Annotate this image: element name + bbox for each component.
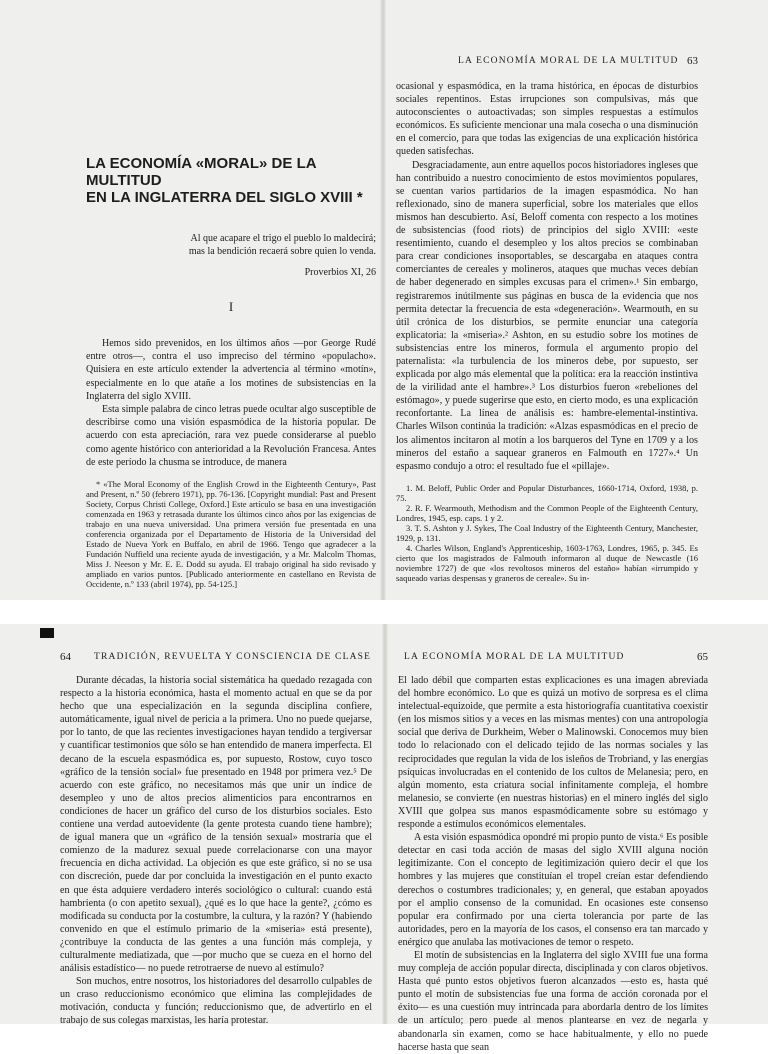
- epigraph-source: Proverbios XI, 26: [304, 267, 376, 278]
- page-number: 64: [60, 651, 71, 663]
- paragraph: ocasional y espasmódica, en la trama histórica, en épocas de disturbios sociales repentinos. Estas irrupciones son compulsivas, más que autoconscientes o autoactivadas; son simples respuestas a estímulos económicos. Es suficiente mencionar una mala cosecha o una disminución en el comercio, para que todas las exigencias de una explicación histórica queden satisfechas.: [396, 81, 698, 158]
- paragraph: El lado débil que comparten estas explicaciones es una imagen abreviada del hombre económico. Lo que es quizá un motivo de sorpresa es el clima intelectual-equizoide, que permite a esta historiografía cuantitativa coexistir (en los mismos sitios y a veces en las mismas mentes) con una antropología social que deriva de Durkheim, Weber o Malinowski. Conocemos muy bien todo lo relacionado con el delicado tejido de las normas sociales y las reciprocidades que regulan la vida de los isleños de Trobriand, y las energías psíquicas involucradas en el contenido de los cultos de Melanesia; pero, en algún momento, esta criatura social infinitamente compleja, el hombre melanesio, se convierte (en nuestras historias) en el minero inglés del siglo XVIII que golpea sus manos espasmódicamente sobre su estómago y responde a estímulos económicos elementales.: [398, 675, 708, 831]
- running-head: LA ECONOMÍA MORAL DE LA MULTITUD: [404, 652, 625, 662]
- book-gutter: [382, 624, 388, 1024]
- epigraph: [86, 232, 376, 279]
- footnote: 3. T. S. Ashton y J. Sykes, The Coal Industry of the Eighteenth Century, Manchester, 1929, p. 131.: [396, 522, 698, 543]
- footnote: 4. Charles Wilson, England's Apprenticeship, 1603-1763, Londres, 1965, p. 345. Es cierto que los magistrados de Falmouth informaron al duque de Newcastle (16 noviembre 1727) de que «los revoltosos mineros del estaño» habían «irrumpido y saqueado varias despensas y graneros de cereale». Su in-: [396, 542, 698, 583]
- book-gutter: [380, 0, 386, 600]
- body-text: [398, 674, 708, 1054]
- page-65: [398, 652, 708, 1054]
- page-number: 63: [687, 55, 698, 67]
- chapter-title: [86, 155, 376, 206]
- chapter-title-line-2: EN LA INGLATERRA DEL SIGLO XVIII *: [86, 189, 363, 206]
- footnote: * «The Moral Economy of the English Crowd in the Eighteenth Century», Past and Present, n.º 50 (febrero 1971), pp. 76-136. [Copyright mundial: Past and Present Society, Corpus Christi College, Oxford.] Este artículo se basa en una investigación comenzada en 1963 y retrasada durante los últimos cinco años por las exigencias de trabajo en una nueva universidad. Una primera versión fue presentada en una conferencia organizada por el Departamento de Historia de la Universidad del Estado de Nueva York en Buffalo, en abril de 1966. Tengo que agradecer a la Fundación Nuffield una reciente ayuda de investigación, y a Mr. Malcolm Thomas, Miss J. Neeson y Mr. E. E. Dodd su ayuda. El trabajo original ha sido revisado y ampliado en varios puntos. [Publicado anteriormente en castellano en Revista de Occidente, n.º 133 (abril 1974), pp. 54-125.]: [86, 479, 376, 590]
- body-text: [396, 80, 698, 473]
- epigraph-line-1: Al que acapare el trigo el pueblo lo maldecirá;: [190, 233, 376, 244]
- paragraph: Desgraciadamente, aun entre aquellos pocos historiadores ingleses que han contribuido a nuestro conocimiento de estos movimientos populares, se cuentan varios partidarios de la imagen espasmódica. No han reflexionado, sino de manera superficial, sobre los materiales que ellos mismos han descubierto. Así, Beloff comenta con respecto a los motines de subsistencias (food riots) de principios del siglo XVIII: «este resentimiento, cuando el desempleo y los altos precios se combinaban para crear condiciones insoportables, se descargaba en ataques contra comerciantes de cereales y molineros, ataques que muchas veces debían de haber degenerado en simples excusas para el crimen».¹ Sin embargo, registraremos inútilmente sus páginas en busca de la evidencia que nos permita detectar la frecuencia de esta «degeneración». Wearmouth, en su útil crónica de los disturbios, se permite enunciar una categoría explicatoria: la «miseria».² Ashton, en su estudio sobre los motines de subsistencias entre los mineros, formula el argumento propio del paternalista: «la turbulencia de los mineros debe, por supuesto, ser explicada por algo más elemental que la política: era la reacción instintiva de la virilidad ante el hambre».³ Los disturbios fueron «rebeliones del estómago», y puede sugerirse que esto, en cierto modo, es una explicación reconfortante. La línea de análisis es: hambre-elemental-instintiva. Charles Wilson continúa la tradición: «Alzas espasmódicas en el precio de los alimentos incitaron al motín a los barqueros del Tyne en 1709 y a los mineros del estaño a saquear graneros en Falmouth en 1727».⁴ Un espasmo condujo a otro: el resultado fue el «pillaje».: [396, 159, 698, 472]
- paragraph: Hemos sido prevenidos, en los últimos años —por George Rudé entre otros—, contra el uso impreciso del término «populacho». Quisiera en este artículo extender la advertencia al término «motín», especialmente en lo que atañe a los motines de subsistencias en la Inglaterra del siglo XVIII.: [86, 338, 376, 402]
- page-number: 65: [697, 651, 708, 663]
- body-text: [86, 337, 376, 469]
- page-header: [396, 56, 698, 70]
- section-number: I: [228, 299, 234, 314]
- page-header: [398, 652, 708, 666]
- footnote: 1. M. Beloff, Public Order and Popular Disturbances, 1660-1714, Oxford, 1938, p. 75.: [396, 482, 698, 503]
- chapter-opening-page: [86, 155, 376, 589]
- paragraph: El motín de subsistencias en la Inglaterra del siglo XVIII fue una forma muy compleja de acción popular directa, disciplinada y con claros objetivos. Hasta qué punto estos objetivos fueron alcanzados —esto es, hasta qué punto el motín de subsistencias fue una forma de acción coronada por el éxito— es una cuestión muy intrincada para abordarla dentro de los límites de un artículo; pero puede al menos plantearse en vez de negarla y abandonarla sin examen, como se hace habitualmente, y ello no puede hacerse hasta que sean: [398, 949, 708, 1053]
- page-63: [396, 56, 698, 583]
- paragraph: Durante décadas, la historia social sistemática ha quedado rezagada con respecto a la historia económica, hasta el momento actual en que se da por hecho que una especialización en la segunda disciplina confiere, automáticamente, igual nivel de pericia a la primera. Uno no puede quejarse, por lo tanto, de que las recientes investigaciones hayan tendido a tergiversar y cuantificar testimonios que sólo se han entendido de manera imperfecta. El decano de la escuela espasmódica es, por supuesto, Rostow, cuyo tosco «gráfico de la tensión social» fue presentado en 1948 por primera vez.⁵ De acuerdo con este gráfico, no necesitamos más que unir un índice de desempleo y uno de altos precios alimenticios para encontrarnos en condiciones de hacer un gráfico del curso de los disturbios sociales. Esto contiene una verdad autoevidente (la gente protesta cuando tiene hambre); de igual manera que un «gráfico de la tensión sexual» mostraría que el comienzo de la madurez sexual puede correlacionarse con una mayor frecuencia en dicha actividad. La objeción es que este gráfico, si no se usa con discreción, puede dar por concluida la investigación en el punto exacto en que ésta adquiere verdadero interés sociológico o cultural: cuando está hambrienta (o con apetito sexual), ¿qué es lo que hace la gente?, ¿cómo es modificada su conducta por la costumbre, la cultura, y la razón? Y (habiendo convenido en que el estímulo primario de la «miseria» está presente), ¿contribuye la conducta de las gentes a una función más compleja, y culturalmente mediatizada, que —por mucho que se cueza en el horno del análisis estadístico— no puede retrotraerse de nuevo al estímulo?: [60, 675, 372, 975]
- bottom-page-spread: [0, 624, 768, 1053]
- paragraph: Son muchos, entre nosotros, los historiadores del desarrollo culpables de un craso reduccionismo económico que elimina las complejidades de motivación, conducta y función; reduccionismo que, de advertirlo en el trabajo de sus colegas marxistas, les haría protestar.: [60, 976, 372, 1027]
- page-64: [60, 652, 372, 1028]
- footnote: 2. R. F. Wearmouth, Methodism and the Common People of the Eighteenth Century, Londres, 1945, esp. caps. 1 y 2.: [396, 502, 698, 523]
- paragraph: A esta visión espasmódica opondré mi propio punto de vista.⁶ Es posible detectar en casi toda acción de masas del siglo XVIII alguna noción legitimizante. Con el concepto de legitimización quiero decir el que los hombres y las mujeres que constituían el tropel creían estar defendiendo derechos o costumbres tradicionales; y, en general, que estaban apoyados por el amplio consenso de la comunidad. En ocasiones este consenso popular era confirmado por una cierta tolerancia por parte de las autoridades, pero en la mayoría de los casos, el consenso era tan marcado y enérgico que anulaba las motivaciones de temor o respeto.: [398, 832, 708, 948]
- running-head: LA ECONOMÍA MORAL DE LA MULTITUD: [458, 56, 679, 66]
- footnote-block: [396, 483, 698, 583]
- chapter-title-line-1: LA ECONOMÍA «MORAL» DE LA MULTITUD: [86, 155, 317, 189]
- footnote-block: [86, 479, 376, 589]
- body-text: [60, 674, 372, 1028]
- running-head: TRADICIÓN, REVUELTA Y CONSCIENCIA DE CLASE: [94, 652, 372, 662]
- scan-artifact-mark: [40, 628, 54, 638]
- epigraph-line-2: mas la bendición recaerá sobre quien lo venda.: [188, 246, 376, 257]
- spread-separator: [0, 600, 768, 624]
- page-header: [60, 652, 372, 666]
- paragraph: Esta simple palabra de cinco letras puede ocultar algo susceptible de describirse como una visión espasmódica de la historia popular. De acuerdo con esta apreciación, rara vez puede considerarse al pueblo como agente histórico con anterioridad a la Revolución Francesa. Antes de este período la chusma se introduce, de manera: [86, 404, 376, 468]
